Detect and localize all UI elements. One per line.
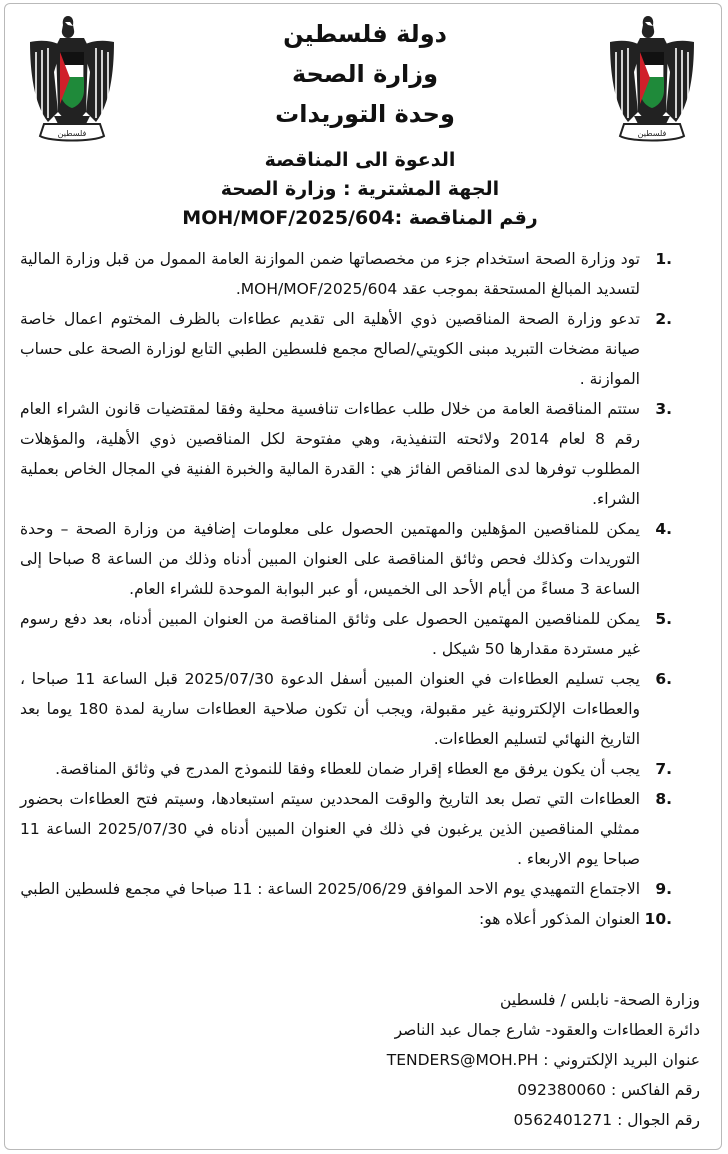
list-item [20, 904, 672, 934]
list-item [20, 784, 672, 874]
item-text: العطاءات التي تصل بعد التاريخ والوقت المحددين سيتم استبعادها، وسيتم فتح العطاءات بحضور ممثلي المناقصين الذين يرغبون في ذلك في العنوان المبين أدناه في 2025/07/30 الساعة 11 صباحا يوم الاربعاء . [20, 790, 640, 868]
fax-line [200, 1075, 700, 1105]
flag-shield-icon [640, 52, 664, 108]
list-item [20, 304, 672, 394]
flag-shield-icon [60, 52, 84, 108]
item-number: 7. [655, 760, 672, 778]
ministry-name: وزارة الصحة [291, 60, 439, 88]
fax-value: 092380060 [517, 1081, 607, 1099]
item-number: 5. [655, 610, 672, 628]
email-value: TENDERS@MOH.PH [386, 1051, 539, 1069]
palestine-eagle-emblem-right [604, 12, 700, 152]
item-text: تود وزارة الصحة استخدام جزء من مخصصاتها ضمن الموازنة العامة الممول من قبل وزارة المالية لتسديد المبالغ المستحقة بموجب عقد MOH/MOF/2025/604. [20, 250, 640, 298]
tender-title [110, 146, 610, 233]
item-text: الاجتماع التمهيدي يوم الاحد الموافق 2025/06/29 الساعة : 11 صباحا في مجمع فلسطين الطبي [20, 880, 640, 898]
letterhead [190, 14, 540, 134]
item-number: 8. [655, 790, 672, 808]
item-text: يجب تسليم العطاءات في العنوان المبين أسفل الدعوة 2025/07/30 قبل الساعة 11 صباحا ، والعطاءات الإلكترونية غير مقبولة، ويجب أن تكون صلاحية العطاءات سارية لمدة 180 يوما بعد التاريخ النهائي لتسليم العطاءات. [20, 670, 640, 748]
item-number: 6. [655, 670, 672, 688]
unit-name: وحدة التوريدات [275, 100, 455, 128]
mobile-value: 0562401271 [513, 1111, 613, 1129]
item-text: تدعو وزارة الصحة المناقصين ذوي الأهلية الى تقديم عطاءات بالظرف المختوم اعمال خاصة صيانة مضخات التبريد مبنى الكويتي/لصالح مجمع فلسطين الطبي التابع لوزارة الصحة على حساب الموازنة . [20, 310, 640, 388]
mobile-label: رقم الجوال : [617, 1111, 700, 1129]
contact-address [200, 985, 700, 1135]
fax-label: رقم الفاكس : [610, 1081, 700, 1099]
mobile-line [200, 1105, 700, 1135]
item-number: 3. [655, 400, 672, 418]
purchasing-entity: الجهة المشترية : وزارة الصحة [220, 178, 500, 200]
email-line [200, 1045, 700, 1075]
item-number: 4. [655, 520, 672, 538]
tender-invitation-title: الدعوة الى المناقصة [264, 149, 456, 171]
item-text: يمكن للمناقصين المؤهلين والمهتمين الحصول على معلومات إضافية من وزارة الصحة – وحدة التوريدات وكذلك فحص وثائق المناقصة على العنوان المبين أدناه وذلك من الساعة 8 صباحا إلى الساعة 3 مساءً من أيام الأحد الى الخميس، أو عبر البوابة الموحدة للشراء العام. [20, 520, 640, 598]
tender-clauses [20, 244, 672, 934]
item-text: العنوان المذكور أعلاه هو: [479, 910, 640, 928]
state-name: دولة فلسطين [283, 20, 447, 48]
list-item [20, 514, 672, 604]
list-item [20, 754, 672, 784]
list-item [20, 394, 672, 514]
list-item [20, 244, 672, 304]
item-text: يجب أن يكون يرفق مع العطاء إقرار ضمان للعطاء وفقا للنموذج المدرج في وثائق المناقصة. [55, 760, 640, 778]
address-city: وزارة الصحة- نابلس / فلسطين [500, 991, 700, 1009]
item-number: 10. [644, 910, 672, 928]
email-label: عنوان البريد الإلكتروني : [543, 1051, 700, 1069]
item-text: يمكن للمناقصين المهتمين الحصول على وثائق المناقصة من العنوان المبين أدناه، بعد دفع رسوم غير مستردة مقدارها 50 شيكل . [20, 610, 640, 658]
list-item [20, 664, 672, 754]
palestine-eagle-emblem-left [24, 12, 120, 152]
emblem-caption: فلسطين [57, 129, 87, 138]
item-number: 1. [655, 250, 672, 268]
item-text: ستتم المناقصة العامة من خلال طلب عطاءات تنافسية محلية وفقا لمقتضيات قانون الشراء العام رقم 8 لعام 2014 ولائحته التنفيذية، وهي مفتوحة لكل المناقصين ذوي الأهلية، والمؤهلات المطلوب توفرها لدى المناقص الفائز هي : القدرة المالية والخبرة الفنية في المجال الخاص بعملية الشراء. [20, 400, 641, 508]
tender-number: رقم المناقصة :MOH/MOF/2025/604 [182, 207, 538, 229]
item-number: 9. [655, 880, 672, 898]
address-department: دائرة العطاءات والعقود- شارع جمال عبد الناصر [394, 1021, 700, 1039]
list-item [20, 874, 672, 904]
item-number: 2. [655, 310, 672, 328]
list-item [20, 604, 672, 664]
emblem-caption: فلسطين [637, 129, 667, 138]
